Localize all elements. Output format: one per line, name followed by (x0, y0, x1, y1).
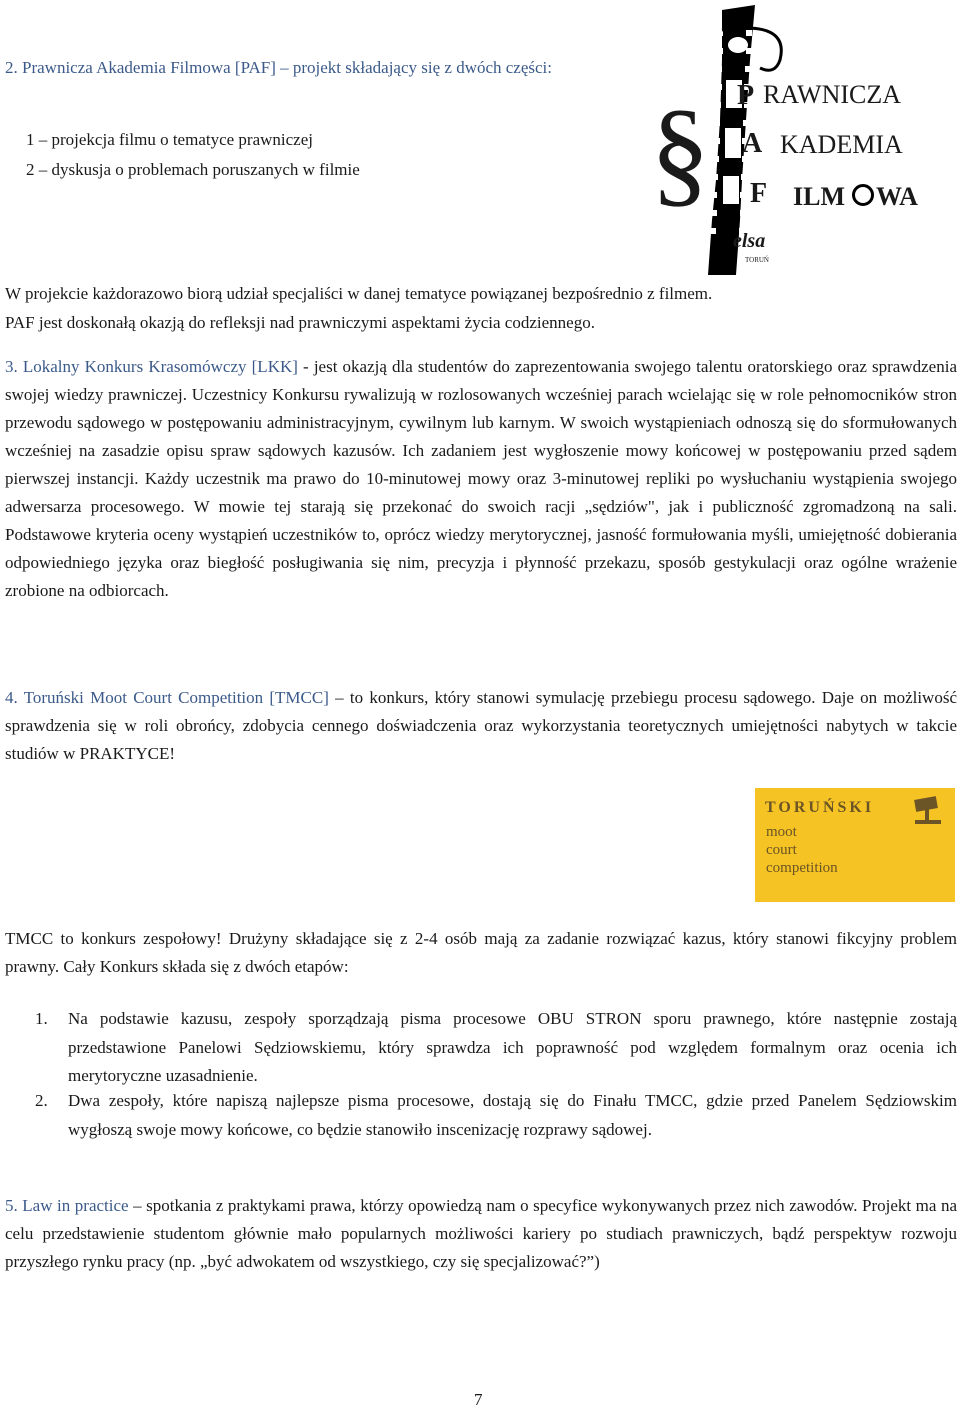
section-4-number: 4. (5, 688, 18, 707)
paf-logo (650, 0, 950, 280)
paf-logo-letter-p: P (737, 80, 755, 111)
paf-logo-letter-f: F (750, 178, 768, 209)
tmcc-logo-court: court (766, 842, 797, 858)
section-4-text: – to konkurs, który stanowi symulację przebiegu procesu sądowego. Daje on możliwość sprawdzenia się w roli obrońcy, zdobycia cennego doświadczenia oraz wykorzystania teoretycznych umiejętności nabytych w takcie studiów w PRAKTYCE! (5, 688, 957, 763)
paf-logo-word-f1: ILM (793, 182, 845, 211)
gavel-icon (911, 796, 947, 826)
tmcc-stage-number-2: 2. (35, 1091, 48, 1110)
section-3-title: Lokalny Konkurs Krasomówczy [LKK] (22, 357, 298, 376)
section-2-text-line-2: PAF jest doskonałą okazją do refleksji nad prawniczymi aspektami życia codziennego. (5, 313, 595, 332)
section-4-title: Toruński Moot Court Competition [TMCC] (23, 688, 329, 707)
tmcc-stage-number-1: 1. (35, 1009, 48, 1028)
section-3-paragraph (5, 353, 957, 605)
section-5-paragraph (5, 1192, 957, 1276)
section-3-body: Uczestnicy Konkursu rywalizują w rozlosowanych wcześniej parach wcielając się w role pełnomocników stron przewodu sądowego w postępowaniu administracyjnym, cywilnym lub karnym. W swoich wystąpieniach odnoszą się do sformułowanych wcześniej na zasadzie opisu spraw sądowych kazusów. Ich zadaniem jest wygłoszenie mowy końcowej w postępowaniu przed sądem pierwszej instancji. Każdy uczestnik ma prawo do 10-minutowej mowy oraz 3-minutowej repliki po wysłuchaniu wystąpienia swojego adwersarza procesowego. W mowie tej starają się przekonać do swoich racji „sędziów", jak i publiczność zgromadzoną na sali. Podstawowe kryteria oceny wystąpień uczestników to, oprócz wiedzy merytorycznej, jasność formułowania myśli, umiejętność dobierania odpowiedniego języka oraz biegłość posługiwania się nim, precyzja i płynność przekazu, sposób gestykulacji oraz ogólne wrażenie zrobione na odbiorcach. (5, 385, 957, 600)
elsa-torun-label: TORUŃ (745, 256, 769, 264)
tmcc-logo (755, 788, 955, 902)
section-3-number: 3. (5, 357, 18, 376)
tmcc-logo-moot: moot (766, 824, 797, 840)
film-reel-icon (852, 184, 874, 206)
section-2-item-1: 1 – projekcja filmu o tematyce prawniczej (26, 130, 313, 149)
section-3-intro: - jest okazją dla studentów do zaprezentowania swojego talentu oratorskiego oraz sprawdzenia swojej wiedzy prawniczej. (5, 357, 957, 404)
paf-logo-letter-a: A (742, 128, 763, 159)
tmcc-stage-text-2: Dwa zespoły, które napiszą najlepsze pisma procesowe, dostają się do Finału TMCC, gdzie przed Panelem Sędziowskim wygłoszą swoje mowy końcowe, co będzie stanowiło inscenizację rozprawy sądowej. (68, 1091, 957, 1139)
section-4-paragraph (5, 684, 957, 768)
section-5-text: – spotkania z praktykami prawa, którzy opowiedzą nam o specyfice wykonywanych przez nich zawodów. Projekt ma na celu przedstawienie studentom głównie mało popularnych możliwości kariery po studiach prawniczych, bądź perspektyw rozwoju przyszłego rynku pracy (np. „być adwokatem od wszystkiego, czy się specjalizować?”) (5, 1196, 958, 1271)
page-number: 7 (474, 1390, 483, 1409)
tmcc-logo-competition: competition (766, 860, 838, 876)
elsa-logo: elsa (733, 230, 766, 252)
paf-logo-word-f2: WA (876, 182, 918, 211)
tmcc-stage-text-1: Na podstawie kazusu, zespoły sporządzają pisma procesowe OBU STRON sporu prawnego, które następnie zostają przedstawione Panelowi Sędziowskiemu, który sprawdza ich poprawność pod względem formalnym oraz ocenia ich merytoryczne uzasadnienie. (68, 1009, 957, 1085)
section-2-heading: 2. Prawnicza Akademia Filmowa [PAF] – projekt składający się z dwóch części: (5, 58, 553, 77)
tmcc-logo-title: TORUŃSKI (765, 799, 875, 816)
paf-logo-word-a: KADEMIA (780, 130, 903, 159)
section-5-number: 5. (5, 1196, 18, 1215)
tmcc-intro-paragraph: TMCC to konkurs zespołowy! Drużyny składające się z 2-4 osób mają za zadanie rozwiązać kazus, który stanowi fikcyjny problem prawny. Cały Konkurs składa się z dwóch etapów: (5, 929, 957, 976)
section-2-item-2: 2 – dyskusja o problemach poruszanych w filmie (26, 160, 360, 179)
section-sign-icon: § (650, 85, 710, 218)
section-5-title: Law in practice (22, 1196, 129, 1215)
section-2-text-line-1: W projekcie każdorazowo biorą udział specjaliści w danej tematyce powiązanej bezpośrednio z filmem. (5, 284, 713, 303)
paf-logo-word-p: RAWNICZA (763, 80, 902, 109)
